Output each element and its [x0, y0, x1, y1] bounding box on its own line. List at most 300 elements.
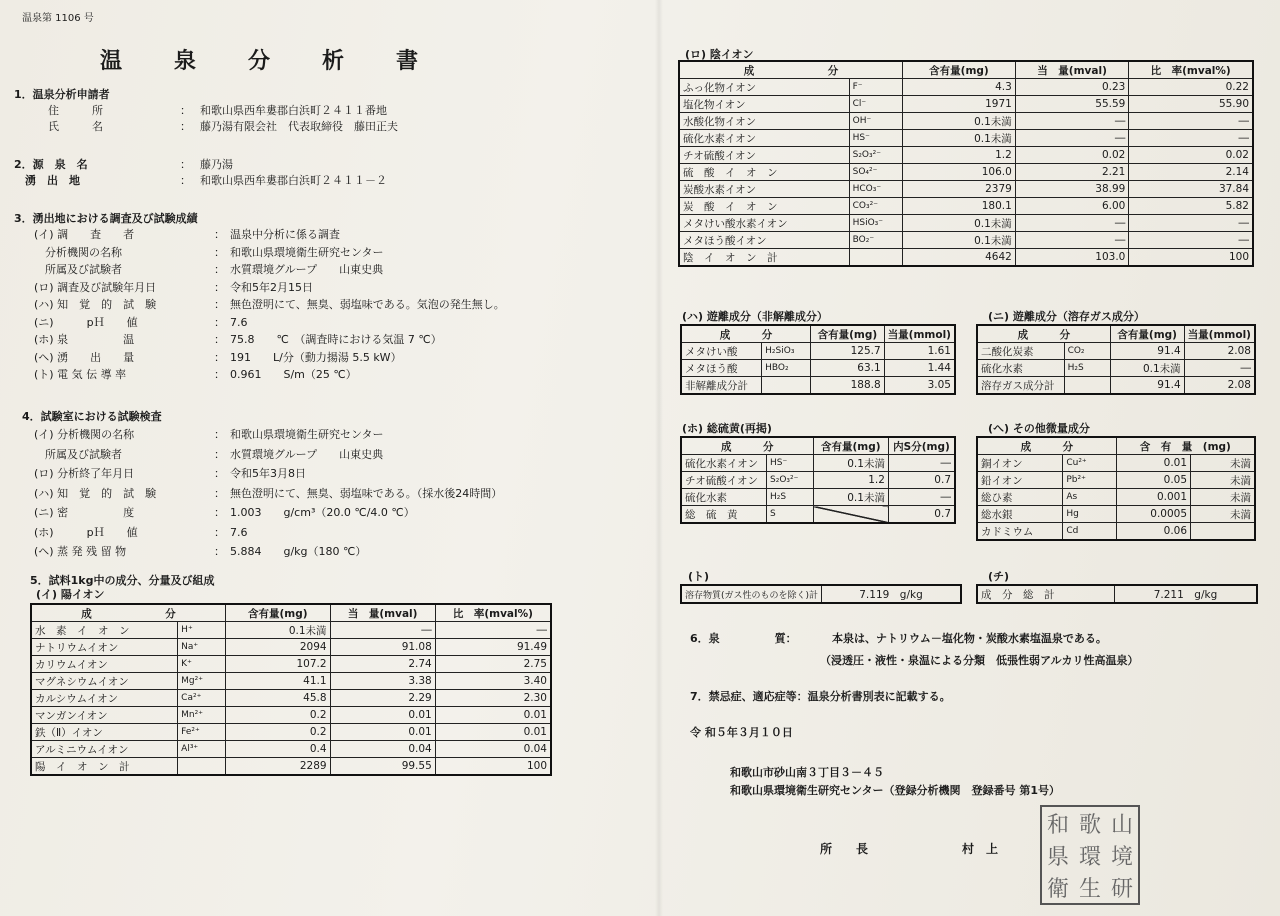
table-cell: 38.99	[1015, 181, 1129, 198]
table-cell	[1191, 523, 1255, 541]
source-name-label: 2．源 泉 名	[14, 158, 88, 171]
table-cell: 1.44	[884, 360, 955, 377]
table-cell: Cu²⁺	[1063, 455, 1116, 472]
table-cell: 総水銀	[977, 506, 1063, 523]
table-cell: 0.02	[1015, 147, 1129, 164]
row-value: 75.8 ℃ （調査時における気温 7 ℃）	[230, 333, 442, 346]
gas-heading: (ニ) 遊離成分（溶存ガス成分）	[988, 310, 1145, 323]
header-cell: 含有量(mg)	[903, 61, 1016, 79]
table-cell: 0.001	[1116, 489, 1190, 506]
sulfur-table	[680, 436, 956, 524]
table-cell: 0.01	[330, 724, 435, 741]
table-header-row	[681, 437, 955, 455]
table-cell: BO₂⁻	[849, 232, 903, 249]
seal-character: 山	[1110, 812, 1133, 838]
row-colon: ：	[214, 263, 225, 276]
header-cell: 含有量(mg)	[811, 325, 885, 343]
row-value: 水質環境グループ 山東史典	[230, 447, 384, 461]
table-cell: メタけい酸	[681, 343, 762, 360]
table-cell: ―	[1015, 232, 1129, 249]
table-cell: 1.2	[813, 472, 888, 489]
quality-text: 本泉は、ナトリウム－塩化物・炭酸水素塩温泉である。	[832, 632, 1107, 645]
issuer-address: 和歌山市砂山南３丁目３－４５	[730, 766, 884, 779]
header-cell: 当量(mmol)	[884, 325, 955, 343]
table-row	[679, 181, 1253, 198]
table-cell: 100	[435, 758, 551, 776]
row-value: 令和5年3月8日	[230, 467, 306, 480]
applicant-name: 藤乃湯有限会社 代表取締役 藤田正夫	[200, 120, 398, 133]
table-cell: H₂S	[767, 489, 814, 506]
row-colon: ：	[214, 428, 225, 441]
page-fold	[655, 0, 663, 916]
table-cell: 103.0	[1015, 249, 1129, 267]
composition-heading: 5．試料1kg中の成分、分量及び組成	[30, 574, 215, 587]
table-cell: 41.1	[225, 673, 330, 690]
row-colon: ：	[214, 298, 225, 311]
table-cell: チオ硫酸イオン	[681, 472, 767, 489]
header-cell: 当量(mmol)	[1184, 325, 1255, 343]
table-cell: 二酸化炭素	[977, 343, 1064, 360]
table-cell: 0.2	[225, 707, 330, 724]
table-cell: HSiO₃⁻	[849, 215, 903, 232]
table-cell: 0.7	[888, 472, 955, 489]
table-cell: 0.0005	[1116, 506, 1190, 523]
table-cell: 188.8	[811, 377, 885, 395]
table-cell: 0.1未満	[225, 622, 330, 639]
row-colon: ：	[214, 368, 225, 381]
table-row	[679, 96, 1253, 113]
table-cell: 0.23	[1015, 79, 1129, 96]
table-row	[679, 232, 1253, 249]
table-row	[31, 656, 551, 673]
applicant-address-label: 住 所	[48, 104, 103, 117]
table-cell: 2.74	[330, 656, 435, 673]
table-row	[977, 377, 1255, 395]
row-colon: ：	[214, 506, 225, 519]
row-label: (ニ) 密 度	[34, 506, 135, 519]
table-cell: HCO₃⁻	[849, 181, 903, 198]
quality-classification: （浸透圧・液性・泉温による分類 低張性弱アルカリ性高温泉）	[820, 654, 1139, 667]
table-row	[679, 215, 1253, 232]
table-cell: ―	[888, 455, 955, 472]
row-label: 所属及び試験者	[34, 263, 122, 276]
trace-table	[976, 436, 1256, 541]
table-cell: 未満	[1191, 455, 1255, 472]
table-cell: 3.05	[884, 377, 955, 395]
table-cell: マグネシウムイオン	[31, 673, 178, 690]
table-cell: 0.22	[1129, 79, 1253, 96]
table-row	[31, 622, 551, 639]
dissolved-total-heading: (ト)	[688, 570, 710, 583]
table-cell: CO₂	[1064, 343, 1110, 360]
table-cell: 2.30	[435, 690, 551, 707]
table-cell: 0.7	[888, 506, 955, 524]
table-cell: S₂O₃²⁻	[849, 147, 903, 164]
row-value: 5.884 g/kg（180 ℃）	[230, 545, 367, 558]
table-cell: Pb²⁺	[1063, 472, 1116, 489]
table-cell: 0.1未満	[903, 232, 1016, 249]
table-cell: K⁺	[178, 656, 226, 673]
table-cell: 2.14	[1129, 164, 1253, 181]
table-cell: 0.01	[435, 724, 551, 741]
table-cell: メタほう酸	[681, 360, 762, 377]
table-row	[679, 147, 1253, 164]
table-cell: カドミウム	[977, 523, 1063, 541]
table-row	[31, 741, 551, 758]
row-colon: ：	[214, 486, 225, 500]
table-cell: ―	[1015, 113, 1129, 130]
table-cell: 63.1	[811, 360, 885, 377]
table-cell: Ca²⁺	[178, 690, 226, 707]
table-cell: Mg²⁺	[178, 673, 226, 690]
table-cell: ―	[888, 489, 955, 506]
row-colon: ：	[214, 350, 225, 364]
row-value: 令和5年2月15日	[230, 280, 313, 294]
table-cell: 0.2	[225, 724, 330, 741]
table-cell: 45.8	[225, 690, 330, 707]
header-cell: 成 分	[977, 325, 1110, 343]
table-header-row	[977, 437, 1255, 455]
table-header-row	[679, 61, 1253, 79]
table-cell	[813, 506, 888, 524]
seal-character: 衛	[1046, 876, 1069, 902]
table-row	[679, 79, 1253, 96]
table-cell: 2.75	[435, 656, 551, 673]
table-cell: ふっ化物イオン	[679, 79, 849, 96]
row-label: (ニ) pＨ 値	[34, 315, 138, 329]
row-colon: ：	[214, 467, 225, 480]
table-cell: 2.08	[1184, 343, 1255, 360]
table-cell: H⁺	[178, 622, 226, 639]
table-header-row	[977, 325, 1255, 343]
lab-heading: 4．試験室における試験検査	[22, 410, 162, 423]
issuer-organization: 和歌山県環境衛生研究センター（登録分析機関 登録番号 第1号）	[730, 784, 1061, 797]
table-cell: 5.82	[1129, 198, 1253, 215]
seal-character: 県	[1046, 844, 1069, 870]
table-cell	[1064, 377, 1110, 395]
document-number: 温泉第 1106 号	[22, 13, 94, 24]
table-cell: S	[767, 506, 814, 524]
table-cell: ―	[1129, 130, 1253, 147]
header-cell: 成 分	[31, 604, 225, 622]
table-cell: F⁻	[849, 79, 903, 96]
undissociated-heading: (ハ) 遊離成分（非解離成分）	[682, 310, 828, 323]
anion-table	[678, 60, 1254, 267]
seal-character: 和	[1046, 812, 1069, 838]
table-cell: メタほう酸イオン	[679, 232, 849, 249]
table-cell: 塩化物イオン	[679, 96, 849, 113]
document-title: 温泉分析書	[100, 48, 471, 74]
table-cell: 溶存ガス成分計	[977, 377, 1064, 395]
undissociated-table	[680, 324, 956, 395]
table-cell: 炭酸水素イオン	[679, 181, 849, 198]
table-cell: 未満	[1191, 489, 1255, 506]
table-cell: マンガンイオン	[31, 707, 178, 724]
table-cell: 2094	[225, 639, 330, 656]
row-label: (イ) 調 査 者	[34, 228, 135, 241]
row-value: 191 L/分（動力揚湯 5.5 kW）	[230, 350, 402, 364]
row-label: (イ) 分析機関の名称	[34, 428, 135, 441]
table-cell: ―	[1184, 360, 1255, 377]
table-cell: 125.7	[811, 343, 885, 360]
table-header-row	[681, 325, 955, 343]
table-row	[679, 130, 1253, 147]
row-label: (ヘ) 蒸 発 残 留 物	[34, 545, 127, 558]
table-row	[977, 523, 1255, 541]
table-cell: 2.21	[1015, 164, 1129, 181]
table-row	[681, 506, 955, 524]
row-value: 和歌山県環境衛生研究センター	[230, 428, 384, 441]
component-total-label: 成 分 総 計	[977, 585, 1115, 603]
source-location: 和歌山県西牟婁郡白浜町２４１１－２	[200, 174, 387, 187]
row-colon: ：	[214, 280, 225, 294]
table-cell: 55.59	[1015, 96, 1129, 113]
table-cell: 総ひ素	[977, 489, 1063, 506]
table-cell: 0.1未満	[903, 130, 1016, 147]
document-sheet: 温泉第 1106 号 温泉分析書 1．温泉分析申請者 住 所 ： 和歌山県西牟婁郡白浜町２４１１番地 氏 名 ： 藤乃湯有限会社 代表取締役 藤田正夫 2．源 泉 名 ： 藤乃湯 湧 出 地 ： 和歌山県西牟婁郡白浜町２４１１－２ 3．湧出地における調査及び試験成績 (イ) 調 査 者 ： 温泉中分析に係る調査 分析機関の名称 ： 和歌山県環境衛生研究センター 所属及び試験者 ： 水質環境グループ 山東史典 (ロ) 調査及び試験年月日 ： 令和5年2月15日 (ハ) 知 覚 的 試 験 ： 無色澄明にて、無臭、弱塩味である。気泡の発生無し。 (ニ) pＨ 値 ： 7.6 (ホ) 泉 温 ： 75.8 ℃ （調査時における気温 7 ℃） (ヘ) 湧 出 量 ： 191 L/分（動力揚湯 5.5 kW） (ト) 電 気 伝 導 率 ： 0.961 S/m（25 ℃） 4．試験室における試験検査 (イ) 分析機関の名称 ： 和歌山県環境衛生研究センター 所属及び試験者 ： 水質環境グループ 山東史典 (ロ) 分析終了年月日 ： 令和5年3月8日 (ハ) 知 覚 的 試 験 ： 無色澄明にて、無臭、弱塩味である。（採水後24時間） (ニ) 密 度 ： 1.003 g/cm³（20.0 ℃/4.0 ℃） (ホ) pＨ 値 ： 7.6 (ヘ) 蒸 発 残 留 物 ： 5.884 g/kg（180 ℃） 5．試料1kg中の成分、分量及び組成 (イ) 陽イオン 成 分 含有量(mg) 当 量(mval) 比 率(mval%) 水 素 イ オ ン H⁺ 0.1未満 ― ― ナトリウムイオン Na⁺ 2094 91.08 91.49 カリウムイオン K⁺ 107.2 2.74 2.75 マグネシウムイオン Mg²⁺ 41.1 3.38 3.40 カルシウムイオン Ca²⁺ 45.8 2.29 2.30 マンガンイオン Mn²⁺ 0.2 0.01 0.01 鉄（Ⅱ）イオン Fe²⁺ 0.2 0.01 0.01 アルミニウムイオン Al³⁺ 0.4 0.04 0.04 陽 イ オ ン 計 2289 99.55 100 (ロ) 陰イオン 成 分 含有量(mg) 当 量(mval) 比 率(mval%) ふっ化物イオン F⁻ 4.3 0.23 0.22 塩化物イオン Cl⁻ 1971 55.59 55.90 水酸化物イオン OH⁻ 0.1未満 ― ― 硫化水素イオン HS⁻ 0.1未満 ― ― チオ硫酸イオン S₂O₃²⁻ 1.2 0.02 0.02 硫 酸 イ オ ン SO₄²⁻ 106.0 2.21 2.14 炭酸水素イオン HCO₃⁻ 2379 38.99 37.84 炭 酸 イ オ ン CO₃²⁻ 180.1 6.00 5.82 メタけい酸水素イオン HSiO₃⁻ 0.1未満 ― ― メタほう酸イオン BO₂⁻ 0.1未満 ― ― 陰 イ オ ン 計 4642 103.0 100 (ハ) 遊離成分（非解離成分） 成 分 含有量(mg) 当量(mmol) メタけい酸 H₂SiO₃ 125.7 1.61 メタほう酸 HBO₂ 63.1 1.44 非解離成分計 188.8 3.05 (ニ) 遊離成分（溶存ガス成分） 成 分 含有量(mg) 当量(mmol) 二酸化炭素 CO₂ 91.4 2.08 硫化水素 H₂S 0.1未満 ― 溶存ガス成分計 91.4 2.08 (ホ) 総硫黄(再掲) 成 分 含有量(mg) 内S分(mg) 硫化水素イオン HS⁻ 0.1未満 ― チオ硫酸イオン S₂O₃²⁻ 1.2 0.7 硫化水素 H₂S 0.1未満 ― 総 硫 黄 S 0.7 (ヘ) その他微量成分 成 分 含 有 量 (mg) 銅イオン Cu²⁺ 0.01 未満 鉛イオン Pb²⁺ 0.05 未満 総ひ素 As 0.001 未満 総水銀 Hg 0.0005 未満 カドミウム Cd 0.06 (ト) 溶存物質(ガス性のものを除く)計 7.119 g/kg (チ) 成 分 総 計 7.211 g/kg 6．泉 質： 本泉は、ナトリウム－塩化物・炭酸水素塩温泉である。 （浸透圧・液性・泉温による分類 低張性弱アルカリ性高温泉） 7．禁忌症、適応症等：温泉分析書別表に記載する。 令 和５年３月１０日 和歌山市砂山南３丁目３－４５ 和歌山県環境衛生研究センター（登録分析機関 登録番号 第1号） 所 長 村 上 和 歌 山 県 環 境 衛 生 研	[0, 0, 1280, 916]
table-cell: SO₄²⁻	[849, 164, 903, 181]
table-cell: 0.1未満	[903, 215, 1016, 232]
table-cell: Cl⁻	[849, 96, 903, 113]
table-cell: 1971	[903, 96, 1016, 113]
table-row	[681, 343, 955, 360]
row-value: 0.961 S/m（25 ℃）	[230, 368, 357, 381]
table-cell: 0.04	[435, 741, 551, 758]
header-cell: 成 分	[977, 437, 1116, 455]
table-row	[31, 690, 551, 707]
table-cell: Cd	[1063, 523, 1116, 541]
table-cell: 180.1	[903, 198, 1016, 215]
header-cell: 成 分	[679, 61, 903, 79]
table-cell: 2.08	[1184, 377, 1255, 395]
table-cell: 陰 イ オ ン 計	[679, 249, 849, 267]
table-cell: 4642	[903, 249, 1016, 267]
table-cell: HS⁻	[849, 130, 903, 147]
header-cell: 比 率(mval%)	[435, 604, 551, 622]
dissolved-total-value: 7.119 g/kg	[822, 585, 961, 603]
table-cell: Al³⁺	[178, 741, 226, 758]
row-label: (ホ) 泉 温	[34, 333, 135, 346]
row-value: 水質環境グループ 山東史典	[230, 263, 384, 276]
table-row	[679, 113, 1253, 130]
table-cell: ―	[1129, 215, 1253, 232]
table-cell: HS⁻	[767, 455, 814, 472]
table-cell: 2289	[225, 758, 330, 776]
row-value: 無色澄明にて、無臭、弱塩味である。気泡の発生無し。	[230, 298, 505, 311]
table-cell: 鉛イオン	[977, 472, 1063, 489]
table-cell: 硫 酸 イ オ ン	[679, 164, 849, 181]
table-cell: 100	[1129, 249, 1253, 267]
table-cell: メタけい酸水素イオン	[679, 215, 849, 232]
trace-heading: (ヘ) その他微量成分	[988, 422, 1090, 435]
header-cell: 内S分(mg)	[888, 437, 955, 455]
table-cell: S₂O₃²⁻	[767, 472, 814, 489]
row-value: 温泉中分析に係る調査	[230, 228, 340, 241]
table-cell: 陽 イ オ ン 計	[31, 758, 178, 776]
table-cell: 0.01	[1116, 455, 1190, 472]
table-cell: ―	[1015, 130, 1129, 147]
row-value: 和歌山県環境衛生研究センター	[230, 245, 384, 259]
table-row	[681, 455, 955, 472]
director-label: 所 長	[820, 842, 869, 856]
table-cell: 91.49	[435, 639, 551, 656]
row-label: (ハ) 知 覚 的 試 験	[34, 486, 157, 500]
table-cell: 3.38	[330, 673, 435, 690]
source-location-label: 湧 出 地	[14, 174, 80, 187]
table-cell: 0.1未満	[903, 113, 1016, 130]
table-cell	[178, 758, 226, 776]
table-cell: チオ硫酸イオン	[679, 147, 849, 164]
table-cell: 0.1未満	[813, 489, 888, 506]
table-cell: 2379	[903, 181, 1016, 198]
row-colon: ：	[214, 447, 225, 461]
component-total-value: 7.211 g/kg	[1115, 585, 1258, 603]
row-value: 7.6	[230, 525, 248, 539]
sulfur-heading: (ホ) 総硫黄(再掲)	[682, 422, 772, 435]
row-label: (ヘ) 湧 出 量	[34, 350, 135, 364]
cation-table	[30, 603, 552, 776]
seal-character: 環	[1078, 844, 1101, 870]
table-cell: 0.1未満	[1110, 360, 1184, 377]
table-cell: 91.4	[1110, 377, 1184, 395]
row-colon: ：	[214, 525, 225, 539]
table-row	[977, 506, 1255, 523]
table-cell: 107.2	[225, 656, 330, 673]
table-cell: HBO₂	[762, 360, 811, 377]
table-cell: 硫化水素イオン	[681, 455, 767, 472]
header-cell: 含有量(mg)	[225, 604, 330, 622]
table-row	[679, 198, 1253, 215]
table-row	[977, 489, 1255, 506]
table-cell: 0.02	[1129, 147, 1253, 164]
table-cell: 硫化水素	[681, 489, 767, 506]
table-row	[679, 164, 1253, 181]
anions-heading: (ロ) 陰イオン	[685, 48, 754, 61]
header-cell: 比 率(mval%)	[1129, 61, 1253, 79]
table-cell: 未満	[1191, 506, 1255, 523]
table-row	[977, 360, 1255, 377]
table-cell: 水酸化物イオン	[679, 113, 849, 130]
table-row	[977, 455, 1255, 472]
table-row	[31, 707, 551, 724]
table-cell: 1.2	[903, 147, 1016, 164]
table-cell: As	[1063, 489, 1116, 506]
table-cell: 水 素 イ オ ン	[31, 622, 178, 639]
table-cell: 99.55	[330, 758, 435, 776]
table-row	[977, 343, 1255, 360]
table-cell: 0.1未満	[813, 455, 888, 472]
table-cell: 0.01	[330, 707, 435, 724]
table-row	[31, 639, 551, 656]
table-cell: 0.4	[225, 741, 330, 758]
table-cell: 総 硫 黄	[681, 506, 767, 524]
applicant-heading: 1．温泉分析申請者	[14, 88, 110, 101]
header-cell: 成 分	[681, 437, 813, 455]
table-cell: 硫化水素	[977, 360, 1064, 377]
row-label: 分析機関の名称	[34, 245, 122, 259]
table-cell: Hg	[1063, 506, 1116, 523]
table-cell: 非解離成分計	[681, 377, 762, 395]
table-cell: 91.4	[1110, 343, 1184, 360]
issue-date: 令 和５年３月１０日	[690, 726, 793, 739]
table-cell: 0.06	[1116, 523, 1190, 541]
table-cell: 0.05	[1116, 472, 1190, 489]
header-cell: 含 有 量 (mg)	[1116, 437, 1255, 455]
table-cell: 銅イオン	[977, 455, 1063, 472]
table-cell: 55.90	[1129, 96, 1253, 113]
row-colon: ：	[214, 245, 225, 259]
header-cell: 当 量(mval)	[330, 604, 435, 622]
table-header-row	[31, 604, 551, 622]
table-cell: 106.0	[903, 164, 1016, 181]
header-cell: 成 分	[681, 325, 811, 343]
table-cell: ―	[330, 622, 435, 639]
row-value: 無色澄明にて、無臭、弱塩味である。（採水後24時間）	[230, 486, 503, 500]
dissolved-total-table	[680, 584, 962, 604]
table-row	[681, 472, 955, 489]
table-cell: 未満	[1191, 472, 1255, 489]
row-label: (ホ) pＨ 値	[34, 525, 138, 539]
row-colon: ：	[214, 228, 225, 241]
table-cell: 0.01	[435, 707, 551, 724]
table-cell: 37.84	[1129, 181, 1253, 198]
row-colon: ：	[214, 333, 225, 346]
director-name: 村 上	[962, 842, 999, 856]
header-cell: 当 量(mval)	[1015, 61, 1129, 79]
row-label: (ロ) 調査及び試験年月日	[34, 280, 157, 294]
table-cell: 硫化水素イオン	[679, 130, 849, 147]
row-value: 1.003 g/cm³（20.0 ℃/4.0 ℃）	[230, 506, 415, 519]
dissolved-total-label: 溶存物質(ガス性のものを除く)計	[681, 585, 822, 603]
table-cell: ―	[1129, 113, 1253, 130]
seal-character: 歌	[1078, 812, 1101, 838]
table-cell: ―	[1015, 215, 1129, 232]
table-row	[681, 360, 955, 377]
table-cell: カルシウムイオン	[31, 690, 178, 707]
row-label: (ハ) 知 覚 的 試 験	[34, 298, 157, 311]
table-row	[977, 472, 1255, 489]
component-total-table	[976, 584, 1258, 604]
table-row	[681, 377, 955, 395]
table-cell: Fe²⁺	[178, 724, 226, 741]
seal-character: 境	[1110, 844, 1133, 870]
official-seal	[1040, 805, 1140, 905]
table-cell: Na⁺	[178, 639, 226, 656]
applicant-name-label: 氏 名	[48, 120, 103, 133]
table-cell: 3.40	[435, 673, 551, 690]
header-cell: 含有量(mg)	[813, 437, 888, 455]
row-label: (ロ) 分析終了年月日	[34, 467, 135, 480]
source-name: 藤乃湯	[200, 158, 233, 171]
table-cell: カリウムイオン	[31, 656, 178, 673]
table-cell: 91.08	[330, 639, 435, 656]
table-cell: 6.00	[1015, 198, 1129, 215]
applicant-address: 和歌山県西牟婁郡白浜町２４１１番地	[200, 104, 387, 117]
component-total-heading: (チ)	[988, 570, 1010, 583]
table-row	[679, 249, 1253, 267]
site-heading: 3．湧出地における調査及び試験成績	[14, 212, 198, 225]
row-label: 所属及び試験者	[34, 447, 122, 461]
row-colon: ：	[214, 315, 225, 329]
seal-character: 研	[1110, 876, 1133, 902]
seal-character: 生	[1078, 876, 1101, 902]
table-cell: H₂S	[1064, 360, 1110, 377]
quality-label: 6．泉 質：	[690, 632, 797, 645]
table-cell: 0.04	[330, 741, 435, 758]
table-row	[31, 724, 551, 741]
cations-heading: (イ) 陽イオン	[36, 588, 105, 601]
gas-table	[976, 324, 1256, 395]
